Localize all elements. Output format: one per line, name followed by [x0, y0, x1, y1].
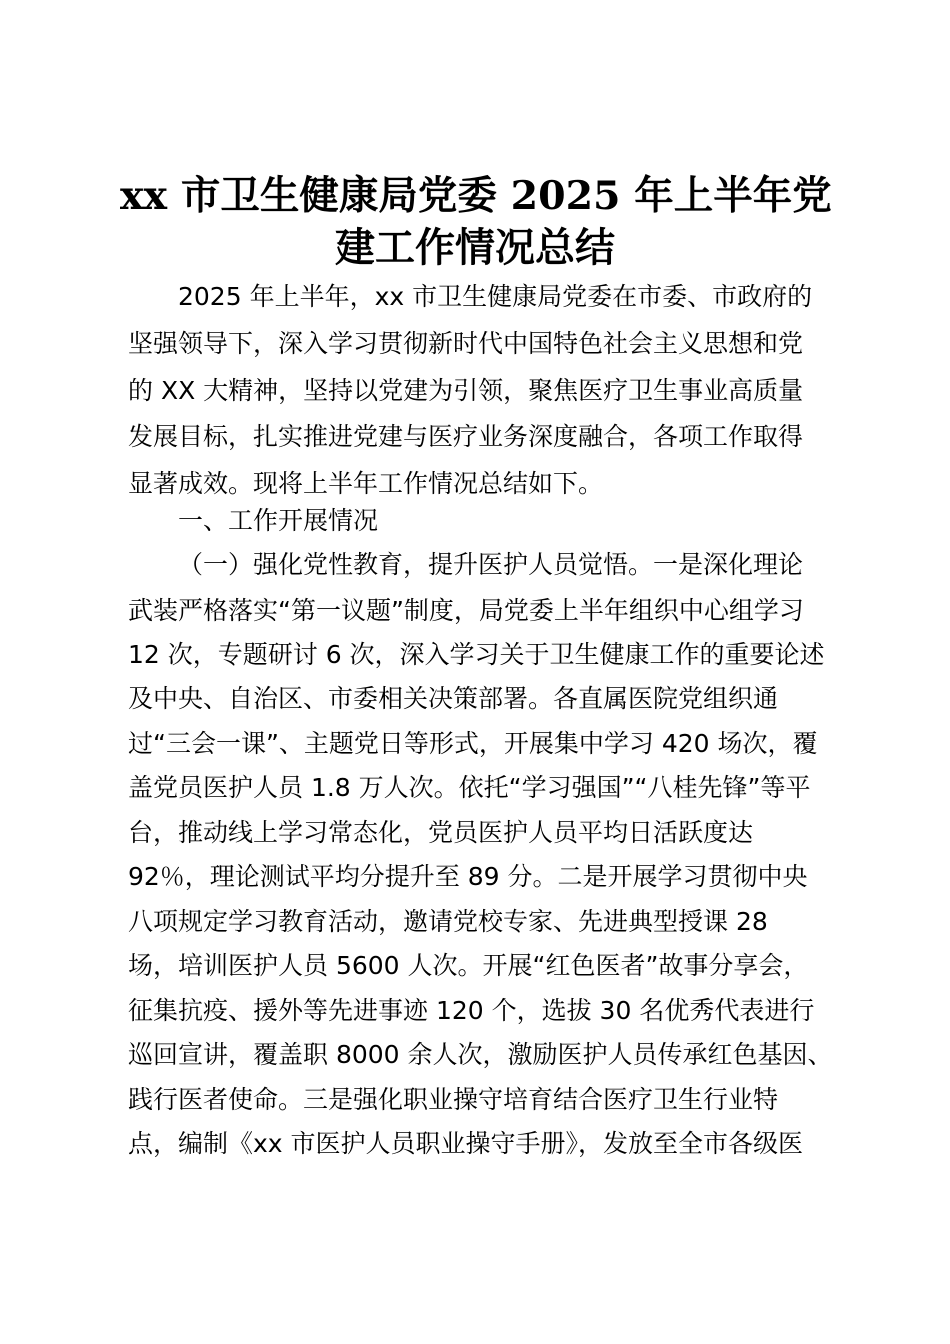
- document-title-line-1: xx 市卫生健康局党委 2025 年上半年党: [120, 173, 832, 219]
- intro-paragraph-line: 显著成效。现将上半年工作情况总结如下。: [128, 469, 604, 498]
- subsection-paragraph-line: 八项规定学习教育活动，邀请党校专家、先进典型授课 28: [128, 907, 768, 936]
- subsection-paragraph-line: 践行医者使命。三是强化职业操守培育结合医疗卫生行业特: [128, 1085, 779, 1114]
- subsection-paragraph-line: 台，推动线上学习常态化，党员医护人员平均日活跃度达: [128, 818, 754, 847]
- subsection-paragraph-line: 武装严格落实“第一议题”制度，局党委上半年组织中心组学习: [128, 596, 804, 625]
- subsection-paragraph-line: 12 次，专题研讨 6 次，深入学习关于卫生健康工作的重要论述: [128, 640, 825, 669]
- section-heading: 一、工作开展情况: [178, 506, 379, 535]
- subsection-paragraph-line: （一）强化党性教育，提升医护人员觉悟。一是深化理论: [178, 550, 804, 579]
- intro-paragraph-line: 坚强领导下，深入学习贯彻新时代中国特色社会主义思想和党: [128, 329, 804, 358]
- subsection-paragraph-line: 过“三会一课”、主题党日等形式，开展集中学习 420 场次，覆: [128, 729, 818, 758]
- subsection-paragraph-line: 场，培训医护人员 5600 人次。开展“红色医者”故事分享会，: [128, 951, 809, 980]
- intro-paragraph-line: 2025 年上半年，xx 市卫生健康局党委在市委、市政府的: [178, 282, 813, 311]
- subsection-paragraph-line: 巡回宣讲，覆盖职 8000 余人次，激励医护人员传承红色基因、: [128, 1040, 833, 1069]
- subsection-paragraph-line: 92％，理论测试平均分提升至 89 分。二是开展学习贯彻中央: [128, 862, 808, 891]
- subsection-paragraph-line: 征集抗疫、援外等先进事迹 120 个，选拔 30 名优秀代表进行: [128, 996, 815, 1025]
- subsection-paragraph-line: 及中央、自治区、市委相关决策部署。各直属医院党组织通: [128, 684, 779, 713]
- intro-paragraph-line: 的 XX 大精神，坚持以党建为引领，聚焦医疗卫生事业高质量: [128, 376, 804, 405]
- subsection-paragraph-line: 点，编制《xx 市医护人员职业操守手册》，发放至全市各级医: [128, 1129, 804, 1158]
- document-title-line-2: 建工作情况总结: [335, 224, 615, 271]
- intro-paragraph-line: 发展目标，扎实推进党建与医疗业务深度融合，各项工作取得: [128, 422, 804, 451]
- subsection-paragraph-line: 盖党员医护人员 1.8 万人次。依托“学习强国”“八桂先锋”等平: [128, 773, 811, 802]
